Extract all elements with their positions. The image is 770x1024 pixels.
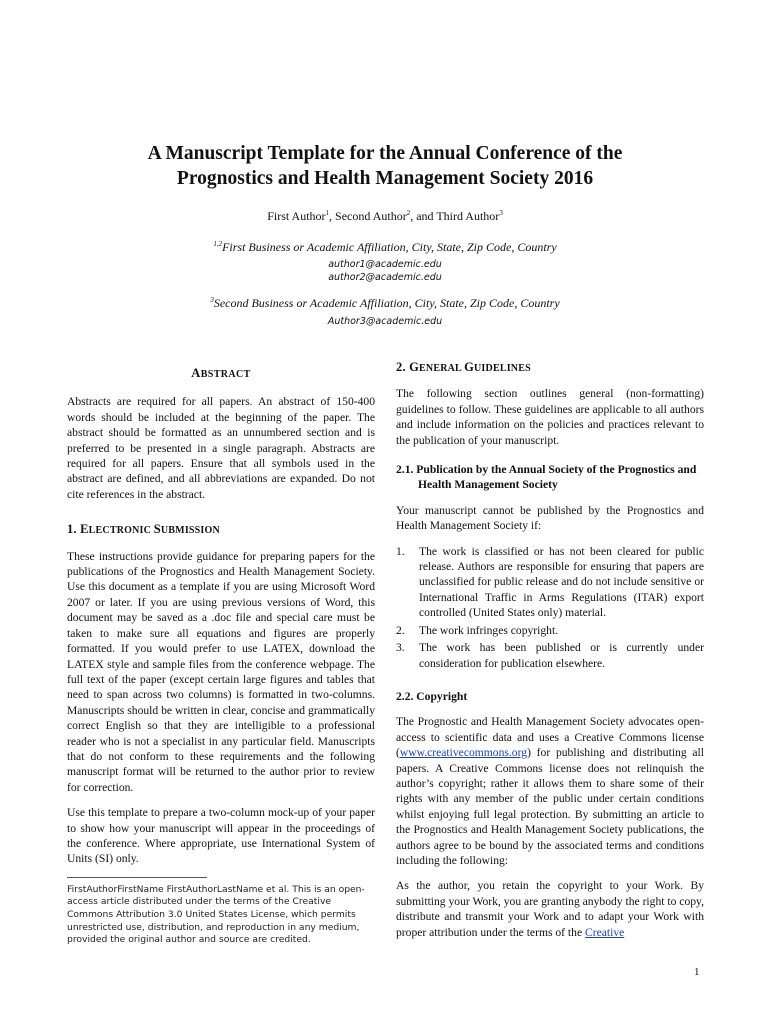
license-footnote: FirstAuthorFirstName FirstAuthorLastName et al. This is an open-access article distributed under the terms of the Creative Commons Attribution 3.0 United States License, which permits unrestricted use, distribution, and reproduction in any medium, provided the original author and source are credited. <box>67 883 365 946</box>
author-second-sup: 2 <box>406 209 411 217</box>
section-2-2-paragraph-1 <box>396 714 704 868</box>
abstract-heading-initial: A <box>191 366 201 380</box>
author-first: First Author <box>267 209 326 223</box>
footnote-rule <box>67 877 207 878</box>
section-2-paragraph-1: The following section outlines general (non-formatting) guidelines to follow. These guidelines are applicable to all authors and include information on the policies and practices relevant to the publication of your manuscript. <box>396 387 704 447</box>
section-1-initial: E <box>80 522 89 537</box>
email-author2: author2@academic.edu <box>328 272 442 283</box>
left-column <box>67 360 375 947</box>
section-2-word1: ENERAL <box>419 363 465 374</box>
section-1-word1: LECTRONIC <box>88 525 154 537</box>
abstract-heading <box>67 366 375 382</box>
title-line-2: Prognostics and Health Management Society 2016 <box>176 168 594 189</box>
section-1-initial2: S <box>153 522 161 537</box>
affiliation-1 <box>60 239 710 255</box>
affiliation-2-text: Second Business or Academic Affiliation, City, State, Zip Code, Country <box>213 296 560 310</box>
list-item <box>396 544 704 621</box>
affiliation-1-text: First Business or Academic Affiliation, City, State, Zip Code, Country <box>222 240 557 254</box>
creative-link[interactable]: Creative <box>585 925 625 939</box>
author-separator: , and <box>410 209 437 223</box>
list-item <box>396 623 704 638</box>
list-item-text: The work is classified or has not been cleared for public release. Authors are responsible for ensuring that papers are unclassified for public release and do not include sensitive or International Traffic in Arms Regulations (ITAR) export controlled (United States only) material. <box>419 544 704 620</box>
affiliation-2 <box>60 295 710 311</box>
list-item-number: 2. <box>396 623 405 637</box>
section-2-initial2: G <box>464 360 475 374</box>
copyright-text-before-link: The Prognostic and Health Management Society advocates open-access to scientific data and uses a Creative Commons license ( <box>396 715 704 760</box>
email-author1: author1@academic.edu <box>328 259 442 270</box>
title-line-1: A Manuscript Template for the Annual Conference of the <box>147 143 623 164</box>
restriction-list <box>396 544 704 671</box>
section-2-number: 2. <box>396 360 410 374</box>
section-1-paragraph-2: Use this template to prepare a two-column mock-up of your paper to show how your manuscript will appear in the proceedings of the conference. Where appropriate, use International System of Units (SI) only. <box>67 806 375 866</box>
author-second: Second Author <box>335 209 407 223</box>
section-2-word2: UIDELINES <box>474 363 531 374</box>
section-2-1-heading: 2.1. Publication by the Annual Society of the Prognostics and Health Management Society <box>396 463 697 492</box>
author-list <box>60 208 710 224</box>
page-number: 1 <box>694 966 700 978</box>
author-first-sup: 1 <box>325 209 330 217</box>
section-1-paragraph-1: These instructions provide guidance for preparing papers for the publications of the Prognostics and Health Management Society. Use this document as a template if you are using Microsoft Word 2007 or later. If you are using previous versions of Word, this document may be saved as a .doc file and special care must be taken to make sure all equations and figures are properly formatted. If you would prefer to use LATEX, download the LATEX style and sample files from the conference webpage. The full text of the paper (except certain large figures and tables that need to span across two columns) is formatted in two-columns. Manuscripts should be written in clear, concise and grammatically correct English so that they are intelligible to a professional reader who is not a specialist in any particular field. Manuscripts that do not conform to these requirements and the following manuscript format will be returned to the author prior to review for correction. <box>67 549 375 794</box>
abstract-text: Abstracts are required for all papers. An abstract of 150-400 words should be included at the beginning of the paper. The abstract should be formatted as an unnumbered section and is preferred to be presented in a single paragraph. Abstracts are required for all papers. Ensure that all symbols used in the abstract are defined, and all abbreviations are expanded. Do not cite references in the abstract. <box>67 395 375 501</box>
copyright-text-after-link: ) for publishing and distributing all papers. A Creative Commons license does not relinquish the author’s copyright; rather it allows them to share some of their rights with any member of the public under certain conditions whilst enjoying full legal protection. By submitting an article to the Prognostics and Health Management Society publications, the authors agree to be bound by the associated terms and conditions including the following: <box>396 746 704 867</box>
author-third-sup: 3 <box>499 209 503 217</box>
author-third: Third Author <box>436 209 500 223</box>
section-2-heading <box>396 360 704 376</box>
section-1-number: 1. <box>67 522 81 537</box>
email-author3: Author3@academic.edu <box>327 316 443 327</box>
list-item <box>396 640 704 671</box>
list-item-text: The work infringes copyright. <box>419 623 559 637</box>
section-2-2-heading: 2.2. Copyright <box>396 689 468 703</box>
list-item-text: The work has been published or is currently under consideration for publication elsewhere. <box>419 641 704 670</box>
paper-title <box>60 141 710 191</box>
affiliation-2-sup: 3 <box>210 296 214 304</box>
section-1-word2: UBMISSION <box>160 525 220 537</box>
section-2-1-intro: Your manuscript cannot be published by the Prognostics and Health Management Society if: <box>396 503 704 533</box>
section-2-initial: G <box>409 360 420 374</box>
list-item-number: 3. <box>396 641 405 655</box>
right-column <box>396 360 704 950</box>
affiliation-1-sup: 1,2 <box>213 240 223 248</box>
abstract-heading-rest: BSTRACT <box>200 369 251 380</box>
section-1-heading <box>67 522 375 538</box>
list-item-number: 1. <box>396 544 405 558</box>
section-2-2-paragraph-2 <box>396 878 704 940</box>
creative-commons-link[interactable]: www.creativecommons.org <box>399 746 528 760</box>
author-separator: , <box>329 209 336 223</box>
author-rights-text: As the author, you retain the copyright to your Work. By submitting your Work, you are granting anybody the right to copy, distribute and transmit your Work and to adapt your Work with proper attribution under the terms of the <box>396 879 704 939</box>
